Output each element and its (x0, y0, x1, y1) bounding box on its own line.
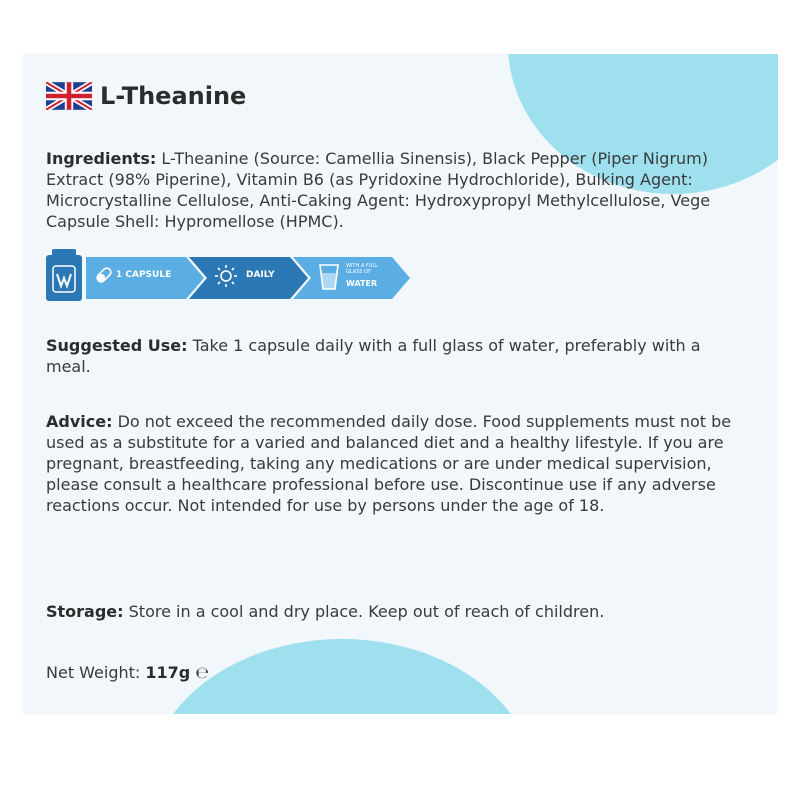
usage-strip (46, 247, 416, 305)
suggested-use-paragraph (46, 335, 736, 377)
suggested-use-text: Take 1 capsule daily with a full glass of water, preferably with a meal. (46, 336, 701, 376)
capsule-icon (94, 265, 114, 285)
net-weight-value: 117g (145, 663, 191, 682)
advice-paragraph (46, 411, 736, 516)
bottle-logo-icon (52, 265, 76, 293)
estimated-sign: ℮ (195, 663, 210, 682)
net-weight-paragraph (46, 662, 736, 683)
storage-text: Store in a cool and dry place. Keep out of reach of children. (123, 602, 605, 621)
page-title: L-Theanine (100, 82, 247, 110)
net-weight-label: Net Weight: (46, 663, 146, 682)
water-label: WATER (346, 279, 378, 288)
advice-label: Advice: (46, 412, 113, 431)
suggested-use-label: Suggested Use: (46, 336, 188, 355)
ingredients-text: L-Theanine (Source: Camellia Sinensis), Black Pepper (Piper Nigrum) Extract (98% Piperine), Vitamin B6 (as Pyridoxine Hydrochloride), Bulking Agent: Microcrystalline Cellulose, Anti-Caking Agent: Hydroxypropyl Methylcellulose, Vege Capsule Shell: Hypromellose (HPMC). (46, 149, 711, 231)
label-card (22, 54, 778, 714)
glass-icon (318, 263, 340, 291)
capsule-label: 1 CAPSULE (116, 270, 172, 280)
daily-label: DAILY (246, 270, 275, 280)
advice-text: Do not exceed the recommended daily dose. Food supplements must not be used as a substitute for a varied and balanced diet and a healthy lifestyle. If you are pregnant, breastfeeding, taking any medications or are under medical supervision, please consult a healthcare professional before use. Discontinue use if any adverse reactions occur. Not intended for use by persons under the age of 18. (46, 412, 732, 515)
title-row (46, 82, 246, 110)
uk-flag-icon (46, 82, 92, 110)
sun-icon (214, 264, 238, 288)
ingredients-label: Ingredients: (46, 149, 157, 168)
ingredients-paragraph (46, 148, 736, 232)
storage-paragraph (46, 601, 736, 622)
storage-label: Storage: (46, 602, 124, 621)
water-small-label: WITH A FULL GLASS OF (346, 263, 378, 275)
